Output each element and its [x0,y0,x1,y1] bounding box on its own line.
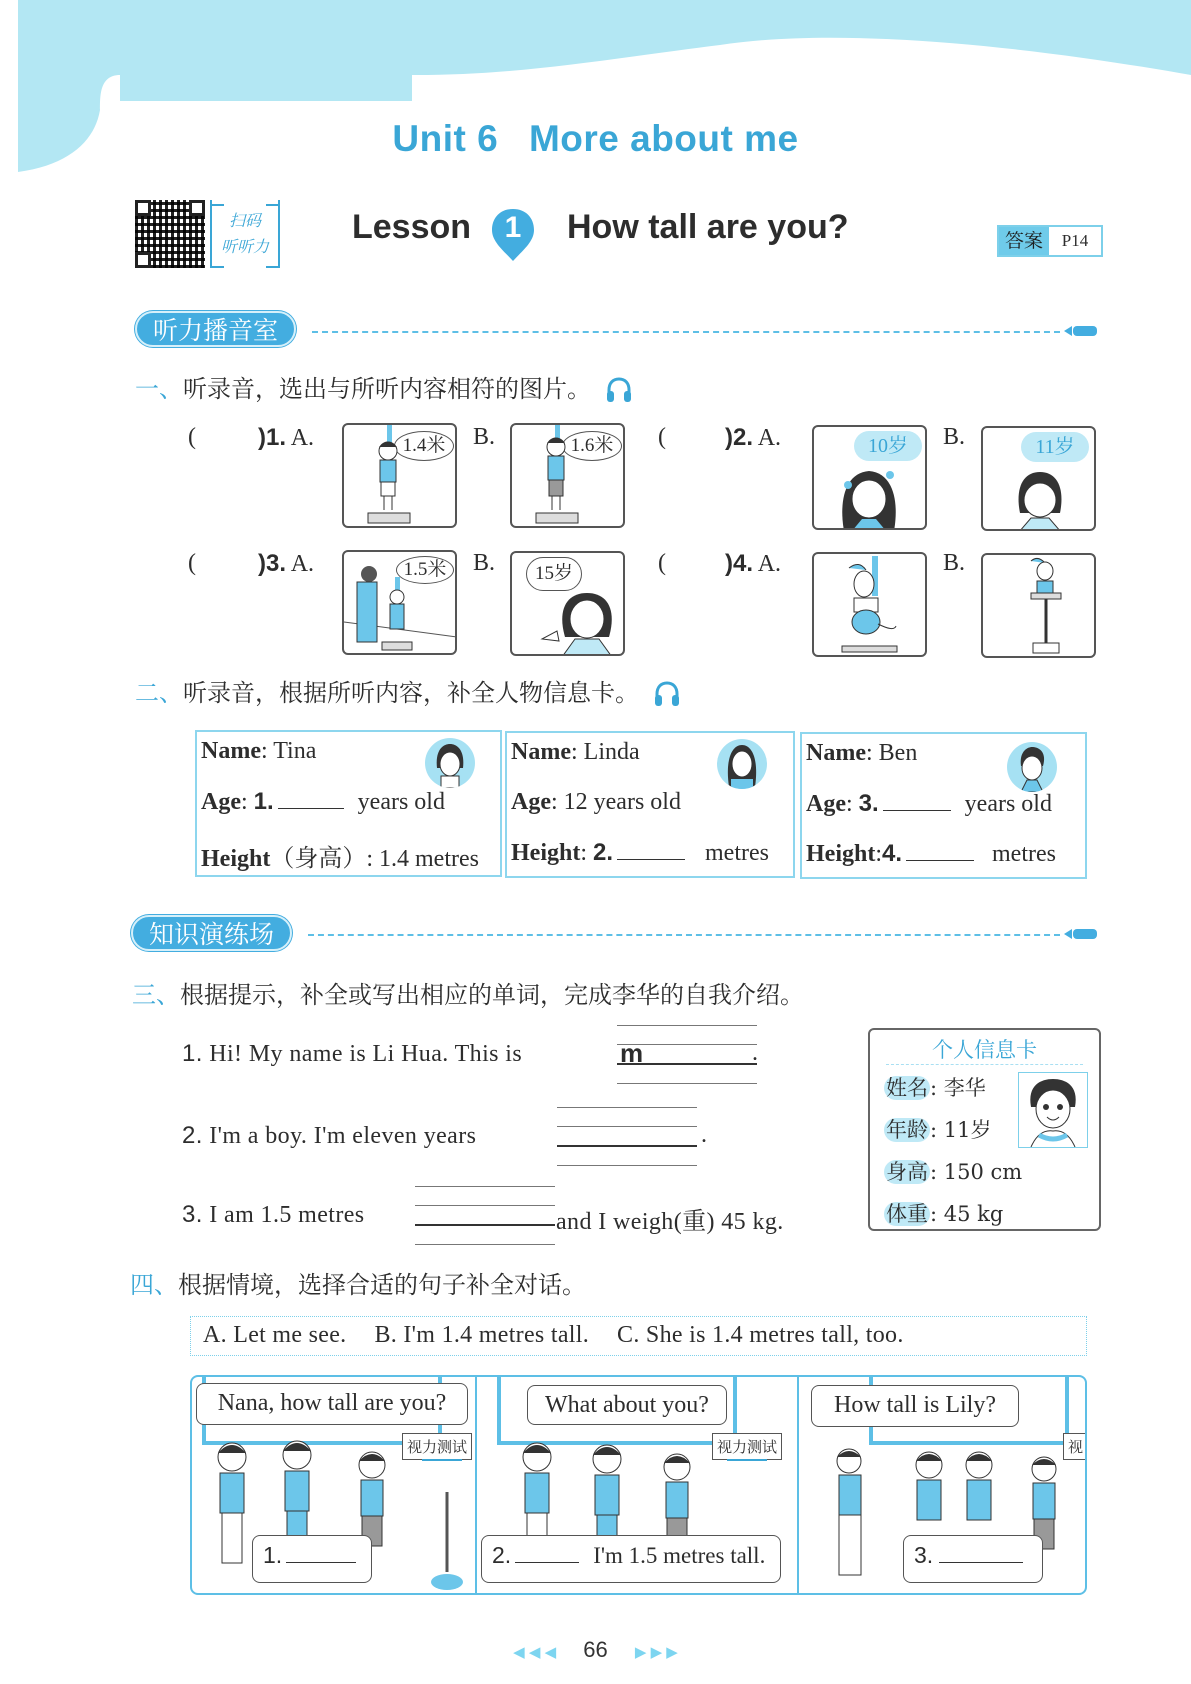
lesson-label: Lesson [352,208,472,246]
answer-paren-4[interactable]: ( [658,550,666,576]
q4-number: 四、 [130,1271,178,1299]
height-value: 1.4 metres [379,846,479,872]
left-arrows-icon: ◀ ◀ ◀ [513,1644,557,1661]
teacher-measuring-boy-illustration [344,552,457,655]
age-prefix: : [550,789,564,815]
option-c: C. She is 1.4 metres tall, too. [617,1322,904,1348]
height-bubble: 1.6米 [562,431,622,461]
name-key: Name [806,740,866,766]
section-pill-practice: 知识演练场 [131,915,292,951]
q3-sentence-3-end: and I weigh(重) 45 kg. [556,1209,784,1235]
q1-item-1-option-b-label: B. [473,424,496,450]
section-pill-listening: 听力播音室 [135,311,296,347]
blank-number: 3. [858,790,879,817]
section-divider-dashed [312,331,1060,333]
page-footer [0,1637,1191,1663]
q1-item-2-option-a-image[interactable] [812,425,927,530]
ben-avatar [1007,742,1057,792]
sentence-number: 3. [182,1201,203,1228]
info-field-age: 年龄: 11岁 [886,1118,992,1142]
sentence-number: 2. [182,1122,203,1149]
letter-hint: m [620,1038,644,1068]
scan-to-listen-label [210,200,280,268]
q1-item-3-option-b-label: B. [473,550,496,576]
answer-box-3[interactable]: 3. [903,1535,1043,1583]
unit-name: More about me [528,118,799,159]
sentence-text: I'm a boy. I'm eleven years [202,1123,477,1149]
height-bubble: 1.4米 [394,431,454,461]
options-box [190,1316,1087,1356]
linda-avatar [717,739,767,789]
q2-instruction: 听录音，根据所听内容，补全人物信息卡。 [183,679,639,707]
q4-heading [130,1265,586,1300]
info-field-weight: 体重: 45 kg [886,1202,1004,1226]
answer-box-1[interactable]: 1. [252,1535,372,1583]
headphone-icon[interactable] [605,377,633,403]
personal-info-card [868,1028,1101,1231]
info-card-linda [505,731,795,878]
dialogue-blank-3[interactable] [939,1545,1023,1563]
q1-item-3-label: )3. A. [258,550,315,577]
four-line-blank-3[interactable] [415,1186,555,1263]
q1-item-4-label: )4. A. [725,550,782,577]
q1-item-3-option-b-image[interactable] [510,551,625,656]
height-key: Height [201,846,271,872]
height-unit: metres [705,840,769,866]
arrow-left-icon [422,1459,462,1461]
q1-item-1-option-a-image[interactable] [342,423,457,528]
dialogue-comic [190,1375,1087,1595]
blank-number: 1. [253,788,274,815]
sign-stand [427,1492,467,1592]
answer-label: 答案 [999,227,1049,255]
name-value: : Ben [865,740,918,766]
scan-label-line1: 扫码 [228,211,261,230]
li-hua-photo [1018,1072,1088,1148]
age-key: Age [511,789,551,815]
scan-label-line2: 听听力 [220,237,269,256]
info-card-separator [886,1064,1083,1065]
answer-text: I'm 1.5 metres tall. [593,1543,766,1568]
name-value: : Tina [260,738,317,764]
info-card-tina [195,730,502,877]
q1-item-4-option-b-image[interactable] [981,553,1096,658]
headphone-icon[interactable] [653,681,681,707]
q4-instruction: 根据情境，选择合适的句子补全对话。 [178,1271,586,1299]
unit-title [0,118,1191,160]
answer-paren-2[interactable]: ( [658,424,666,450]
info-card-title: 个人信息卡 [932,1038,1037,1062]
three-students-illustration [507,1437,717,1547]
speech-bubble: What about you? [527,1385,727,1425]
tina-avatar [425,738,475,788]
q1-instruction: 听录音，选出与所听内容相符的图片。 [183,375,591,403]
q1-item-2-option-b-label: B. [943,424,966,450]
age-blank-3[interactable] [883,793,951,811]
info-field-name: 姓名: 李华 [886,1076,986,1100]
comic-panel-2 [477,1377,799,1593]
q1-item-2-option-b-image[interactable] [981,426,1096,531]
dialogue-blank-1[interactable] [286,1545,356,1563]
age-blank-1[interactable] [278,791,344,809]
section-divider-dashed [308,934,1060,936]
lesson-title: How tall are you? [567,208,849,246]
q3-instruction: 根据提示，补全或写出相应的单词，完成李华的自我介绍。 [180,981,804,1009]
speech-bubble: Nana, how tall are you? [196,1383,468,1425]
age-tag: 11岁 [1021,432,1089,462]
age-suffix: years old [357,789,445,815]
q1-number: 一、 [135,375,183,403]
answer-box-2[interactable]: 2. I'm 1.5 metres tall. [481,1535,781,1583]
height-key: Height [806,841,876,867]
girl-waving-illustration [537,579,625,656]
kangaroo-on-tall-stand-illustration [1003,555,1083,658]
age-key: Age [806,791,846,817]
answer-paren-3[interactable]: ( [188,550,196,576]
age-suffix: years old [964,791,1052,817]
boy-on-scale-illustration [354,425,414,528]
eye-test-sign: 视 [1063,1433,1087,1460]
name-key: Name [511,739,571,765]
height-bubble: 1.5米 [396,556,454,584]
girl-long-hair-illustration [834,463,904,530]
dialogue-blank-2[interactable] [515,1545,579,1563]
q2-number: 二、 [135,679,183,707]
age-value: 12 years old [563,789,681,815]
eye-test-sign: 视力测试 [402,1433,472,1460]
speech-bubble: How tall is Lily? [811,1385,1019,1427]
age-prefix: : [845,791,859,817]
age-prefix: : [240,789,254,815]
boy-on-scale-illustration [522,425,582,528]
sentence-text: I am 1.5 metres [202,1202,365,1228]
q1-item-4-option-a-image[interactable] [812,552,927,657]
page-number: 66 [583,1637,608,1662]
sentence-text: Hi! My name is Li Hua. This is [202,1041,523,1067]
height-prefix: : [366,846,379,872]
divider-end-icon [1064,928,1100,940]
height-cn-label: （身高） [270,846,367,872]
q1-item-1-label: )1. A. [258,424,315,451]
answer-page: P14 [1061,231,1089,250]
comic-panel-1 [192,1377,477,1593]
qr-code[interactable] [135,200,205,268]
q3-sentence-2 [182,1122,476,1150]
age-key: Age [201,789,241,815]
option-a: A. Let me see. [203,1322,347,1348]
eye-test-sign: 视力测试 [712,1433,782,1460]
age-tag: 10岁 [854,431,922,461]
q3-sentence-1 [182,1040,522,1068]
blank-number: 4. [882,840,903,867]
blank-number: 2. [593,839,614,866]
unit-label: Unit 6 [392,118,499,159]
name-key: Name [201,738,261,764]
q2-heading [135,673,681,708]
arrow-left-icon [727,1459,767,1461]
sentence-number: 1. [182,1040,203,1067]
comic-panel-3 [799,1377,1087,1593]
four-line-blank-2[interactable] [557,1107,697,1184]
divider-end-icon [1064,325,1100,337]
q1-item-4-option-b-label: B. [943,550,966,576]
height-blank-4[interactable] [906,843,974,861]
height-prefix: : [875,841,882,867]
q1-item-1-option-b-image[interactable] [510,423,625,528]
right-arrows-icon: ▶ ▶ ▶ [634,1644,678,1661]
q3-number: 三、 [132,981,180,1009]
sentence-end: . [752,1040,759,1066]
girl-short-hair-illustration [1005,468,1075,531]
answer-reference [997,225,1103,257]
info-field-height: 身高: 150 cm [886,1160,1023,1184]
height-prefix: : [580,840,593,866]
lesson-number: 1 [504,211,522,244]
name-value: : Linda [570,739,640,765]
height-unit: metres [992,841,1056,867]
sentence-end: . [701,1122,708,1148]
info-card-ben [800,732,1087,879]
kangaroo-on-scale-illustration [834,554,914,657]
q3-heading [132,975,804,1010]
q1-item-3-option-a-image[interactable] [342,550,457,655]
header-tab-decoration [120,75,412,101]
q1-item-2-label: )2. A. [725,424,782,451]
height-key: Height [511,840,581,866]
q3-sentence-3-start [182,1201,365,1229]
height-blank-2[interactable] [617,842,685,860]
answer-paren-1[interactable]: ( [188,424,196,450]
q1-heading [135,369,633,404]
option-b: B. I'm 1.4 metres tall. [374,1322,590,1348]
age-bubble: 15岁 [526,557,582,591]
